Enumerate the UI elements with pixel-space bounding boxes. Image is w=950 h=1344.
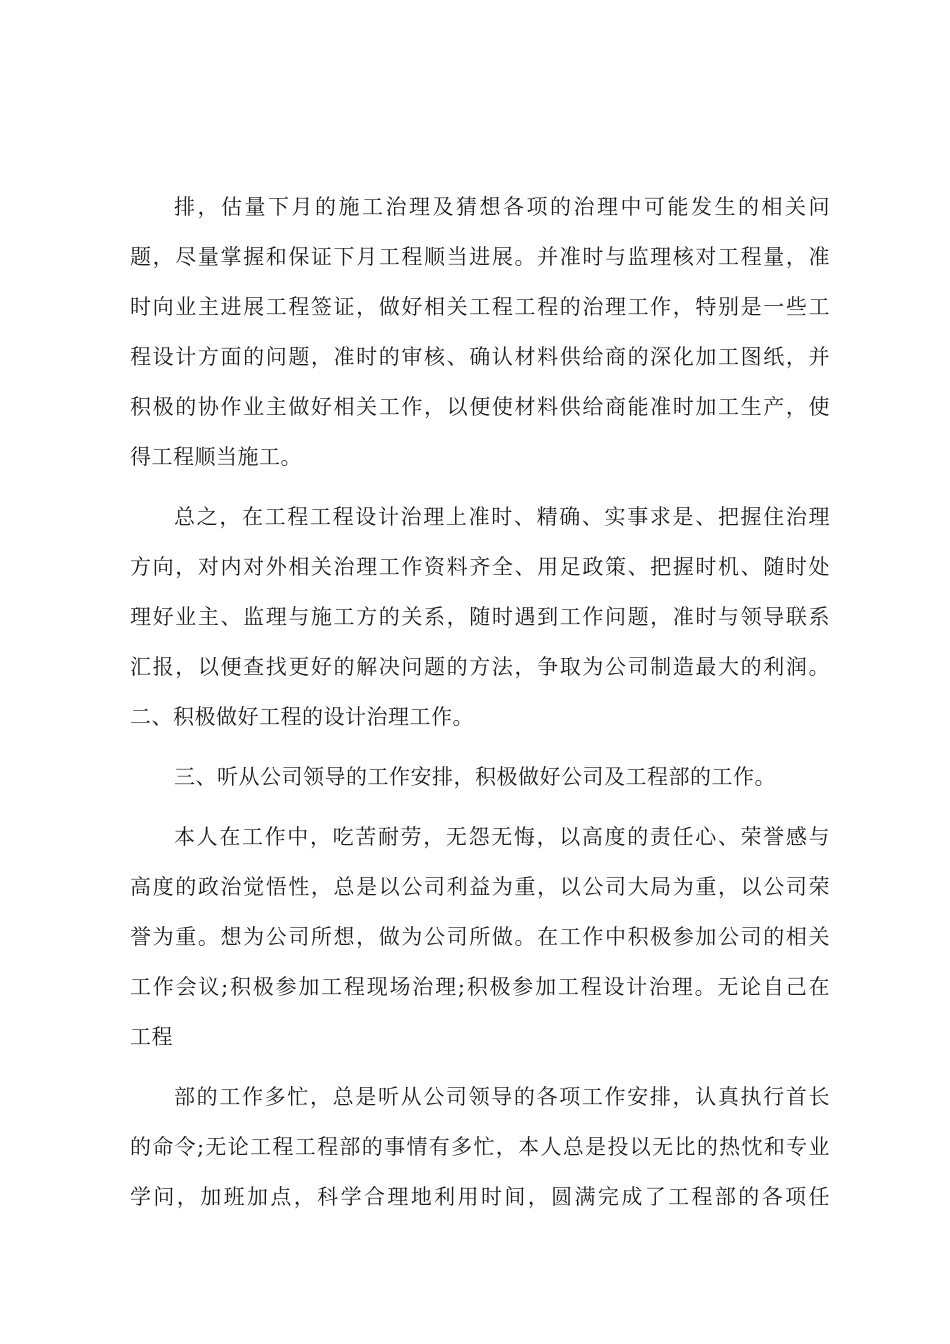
text-line: 方向，对内对外相关治理工作资料齐全、用足政策、把握时机、随时处 bbox=[130, 555, 830, 579]
text-line: 程设计方面的问题，准时的审核、确认材料供给商的深化加工图纸，并 bbox=[130, 345, 830, 369]
text-line: 题，尽量掌握和保证下月工程顺当进展。并准时与监理核对工程量，准 bbox=[130, 245, 830, 269]
text-line: 高度的政治觉悟性，总是以公司利益为重，以公司大局为重，以公司荣 bbox=[130, 875, 830, 899]
text-line: 总之，在工程工程设计治理上准时、精确、实事求是、把握住治理 bbox=[174, 505, 830, 529]
section-heading: 三、听从公司领导的工作安排，积极做好公司及工程部的工作。 bbox=[174, 765, 776, 789]
text-line: 誉为重。想为公司所想，做为公司所做。在工作中积极参加公司的相关 bbox=[130, 925, 830, 949]
paragraph-4 bbox=[130, 812, 830, 1062]
text-line: 学问，加班加点，科学合理地利用时间，圆满完成了工程部的各项任 bbox=[130, 1185, 830, 1209]
text-line: 部的工作多忙，总是听从公司领导的各项工作安排，认真执行首长 bbox=[174, 1085, 830, 1109]
paragraph-1 bbox=[130, 182, 830, 482]
text-line: 本人在工作中，吃苦耐劳，无怨无悔，以高度的责任心、荣誉感与 bbox=[174, 825, 830, 849]
text-line: 积极的协作业主做好相关工作，以便使材料供给商能准时加工生产，使 bbox=[130, 395, 830, 419]
text-line: 排，估量下月的施工治理及猜想各项的治理中可能发生的相关问 bbox=[174, 195, 830, 219]
paragraph-5 bbox=[130, 1072, 830, 1222]
text-line: 时向业主进展工程签证，做好相关工程工程的治理工作，特别是一些工 bbox=[130, 295, 830, 319]
text-line: 理好业主、监理与施工方的关系，随时遇到工作问题，准时与领导联系 bbox=[130, 605, 830, 629]
section-heading: 二、积极做好工程的设计治理工作。 bbox=[130, 705, 474, 729]
text-line: 的命令;无论工程工程部的事情有多忙，本人总是投以无比的热忱和专业 bbox=[130, 1135, 830, 1159]
document-body bbox=[130, 182, 830, 1222]
text-line: 工作会议;积极参加工程现场治理;积极参加工程设计治理。无论自己在 bbox=[130, 975, 830, 999]
text-line: 得工程顺当施工。 bbox=[130, 445, 302, 469]
text-line: 汇报，以便查找更好的解决问题的方法，争取为公司制造最大的利润。 bbox=[130, 655, 830, 679]
paragraph-2 bbox=[130, 492, 830, 742]
text-line: 工程 bbox=[130, 1025, 173, 1049]
paragraph-3 bbox=[130, 752, 830, 802]
